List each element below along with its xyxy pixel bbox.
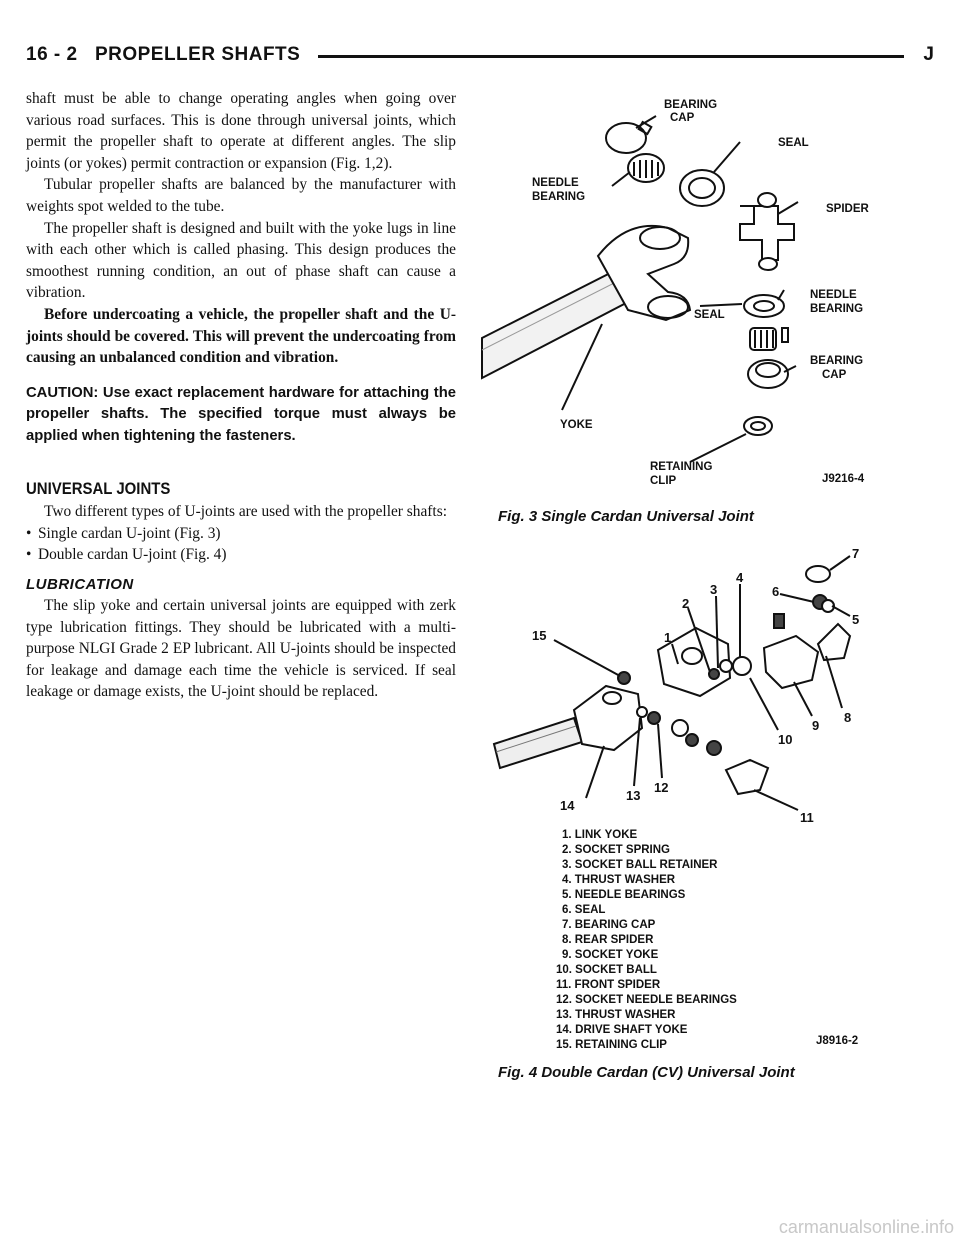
- label-spider: SPIDER: [826, 203, 869, 215]
- double-cardan-illustration: [478, 532, 918, 1062]
- legend-item: 7. BEARING CAP: [562, 919, 656, 931]
- figure-single-cardan: [478, 88, 918, 498]
- subsection-heading: LUBRICATION: [26, 576, 134, 593]
- figure-code: J9216-4: [822, 473, 865, 485]
- legend-item: 6. SEAL: [562, 904, 606, 916]
- callout-number: 8: [844, 710, 852, 725]
- figure-code: J8916-2: [816, 1035, 859, 1047]
- label-bearing-cap-right: CAP: [822, 369, 847, 381]
- legend-item: 13. THRUST WASHER: [556, 1009, 676, 1021]
- bullet-item: • Double cardan U-joint (Fig. 4): [26, 546, 227, 564]
- paragraph: Two different types of U-joints are used with the propeller shafts:: [44, 503, 447, 521]
- legend-item: 8. REAR SPIDER: [562, 934, 654, 946]
- callout-number: 5: [852, 612, 860, 627]
- single-cardan-illustration: [478, 88, 918, 498]
- figure-double-cardan: [478, 532, 918, 1062]
- callout-number: 2: [682, 596, 690, 611]
- label-needle-bearing-left: BEARING: [532, 191, 586, 203]
- paragraph: Tubular propeller shafts are balanced by the manufacturer with weights spot welded to the tube.: [26, 176, 456, 215]
- legend-item: 3. SOCKET BALL RETAINER: [562, 859, 718, 871]
- label-yoke: YOKE: [560, 419, 593, 431]
- legend-item: 2. SOCKET SPRING: [562, 844, 670, 856]
- figure-caption: Fig. 4 Double Cardan (CV) Universal Joint: [498, 1064, 795, 1081]
- label-bearing-cap-right: BEARING: [810, 355, 864, 367]
- callout-number: 13: [626, 788, 641, 803]
- caution-note: CAUTION: Use exact replacement hardware for attaching the propeller shafts. The specified torque must always be applied when tightening the fasteners.: [26, 384, 456, 444]
- bullet-item: • Single cardan U-joint (Fig. 3): [26, 524, 221, 542]
- header-letter: J: [923, 44, 934, 65]
- callout-number: 11: [800, 810, 814, 825]
- label-seal-mid: SEAL: [694, 309, 725, 321]
- label-bearing-cap-top: CAP: [670, 112, 695, 124]
- callout-number: 14: [560, 798, 575, 813]
- paragraph: shaft must be able to change operating angles when going over various road surfaces. This is done through universal joints, which permit the propeller shaft to operate at different angles. The slip joints (or yokes) permit contraction or expansion (Fig. 1,2).: [26, 90, 456, 172]
- warning-paragraph: Before undercoating a vehicle, the propeller shaft and the U-joints should be covered. This will prevent the undercoating from causing an unbalanced condition and vibration.: [26, 305, 456, 367]
- legend-item: 15. RETAINING CLIP: [556, 1039, 667, 1051]
- callout-number: 15: [532, 628, 547, 643]
- label-retaining-clip: CLIP: [650, 475, 677, 487]
- callout-number: 12: [654, 780, 669, 795]
- callout-number: 1: [664, 630, 672, 645]
- legend-item: 11. FRONT SPIDER: [556, 979, 661, 991]
- callout-number: 7: [852, 546, 860, 561]
- section-heading: UNIVERSAL JOINTS: [26, 479, 171, 499]
- legend-item: 12. SOCKET NEEDLE BEARINGS: [556, 994, 737, 1006]
- legend-item: 5. NEEDLE BEARINGS: [562, 889, 686, 901]
- label-needle-bearing-right: BEARING: [810, 303, 864, 315]
- page-section-title: 16 - 2 PROPELLER SHAFTS: [26, 44, 301, 65]
- legend-item: 4. THRUST WASHER: [562, 874, 676, 886]
- figure-caption: Fig. 3 Single Cardan Universal Joint: [498, 508, 754, 525]
- page-header: [26, 40, 938, 74]
- legend-item: 1. LINK YOKE: [562, 829, 638, 841]
- label-retaining-clip: RETAINING: [650, 461, 713, 473]
- legend-item: 10. SOCKET BALL: [556, 964, 657, 976]
- callout-number: 10: [778, 732, 793, 747]
- callout-number: 3: [710, 582, 718, 597]
- text-column: [26, 88, 456, 703]
- callout-number: 4: [736, 570, 744, 585]
- callout-number: 6: [772, 584, 780, 599]
- paragraph: The slip yoke and certain universal joints are equipped with zerk type lubrication fittings. They should be lubricated with a multi-purpose NLGI Grade 2 EP lubricant. All U-joints should be inspected for leakage and damage each time the vehicle is serviced. If seal leakage or damage exists, the U-joint should be replaced.: [26, 597, 456, 701]
- parts-legend: [556, 829, 737, 1051]
- header-rule: [318, 55, 904, 58]
- legend-item: 9. SOCKET YOKE: [562, 949, 659, 961]
- label-needle-bearing-left: NEEDLE: [532, 177, 579, 189]
- legend-item: 14. DRIVE SHAFT YOKE: [556, 1024, 688, 1036]
- callout-number: 9: [812, 718, 820, 733]
- paragraph: The propeller shaft is designed and built with the yoke lugs in line with each other which is called phasing. This design produces the smoothest running condition, an out of phase shaft can cause a vibration.: [26, 219, 456, 302]
- label-seal-top: SEAL: [778, 137, 809, 149]
- watermark: carmanualsonline.info: [778, 1217, 954, 1237]
- label-bearing-cap-top: BEARING: [664, 99, 718, 111]
- label-needle-bearing-right: NEEDLE: [810, 289, 857, 301]
